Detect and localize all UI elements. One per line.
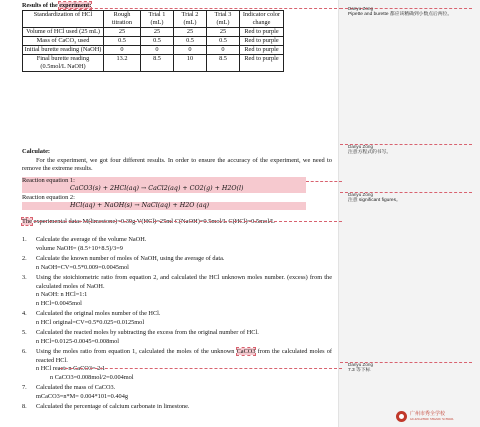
table-cell: Red to purple [240,37,284,46]
table-row [23,46,284,55]
comment-connector [34,221,342,222]
comment-3[interactable] [348,192,472,204]
school-logo [396,411,454,422]
list-item: 2. Calculate the known number of moles of NaOH, using the average of data. n NaOH=CV=0.5*0.009=0.0045mol [22,255,225,271]
table-cell: 0 [174,46,207,55]
results-title: Results of the experiment: [22,2,92,9]
comment-1[interactable] [348,6,472,18]
list-item: 1. Calculate the average of the volume NaOH. volume NaOH= (8.5+10+8.5)/3=9 [22,236,147,252]
list-item: 8. Calculated the percentage of calcium carbonate in limestone. [22,403,190,410]
table-cell: 0.5 [141,37,174,46]
table-cell: 0 [207,46,240,55]
comment-author: Danyu Zong [348,362,374,367]
table-cell: 25 [141,28,174,37]
comment-4[interactable] [348,362,472,374]
table-cell: Red to purple [240,55,284,72]
highlighted-word-caco3[interactable]: CaCO3 [236,348,256,355]
list-item: 7. Calculated the mass of CaCO3. mCaCO3=n*M= 0.004*101=0.404g [22,384,128,400]
table-cell: 0.5 [174,37,207,46]
table-cell: 0.5 [207,37,240,46]
table-row [23,37,284,46]
intro-paragraph: For the experiment, we got four different results. In order to ensure the accuracy of the experiment, we need to remove the extreme results. [22,157,332,173]
comment-author: Danyu Zong [348,6,374,11]
school-name-en: GUANGZHOU SHAXIU SCHOOL [410,417,454,422]
table-header-row [23,11,284,28]
school-emblem-icon [396,411,407,422]
school-name: 广州市秀全学校 [410,410,446,417]
table-cell: Initial burette reading (NaOH) [23,46,104,55]
comment-connector [60,8,342,9]
table-cell: Volume of HCl used (25 mL) [23,28,104,37]
highlighted-word-the[interactable]: The [22,218,32,225]
table-row [23,28,284,37]
table-cell: 0.5 [104,37,141,46]
table-cell: 25 [207,28,240,37]
comment-text: Pipette and burette 都应该精确到小数点后两位。 [348,12,453,17]
equation-1-label: Reaction equation 1: [22,177,75,184]
experimental-data: The experimental data: M(limestone)=0.39g V(HCl)=25ml C(NaOH)=0.5mol/L C(HCl)=0.5mol/L [22,218,275,225]
comment-2[interactable] [348,144,472,156]
comment-author: Danyu Zong [348,144,374,149]
table-header-cell: Indicator color change [240,11,284,28]
steps-list [22,236,332,414]
table-cell: 10 [174,55,207,72]
table-cell: 25 [104,28,141,37]
table-cell: 0 [104,46,141,55]
comment-author: Danyu Zong [348,192,374,197]
list-item: 4. Calculated the original moles number of the HCl. n HCl original=CV=0.5*0.025=0.0125mol [22,310,161,326]
comment-text: 7.3 等下标 [348,368,371,373]
results-table [22,10,284,72]
list-item: 3. Using the stoichiometric ratio from equation 2, and calculated the HCl unknown moles number. (excess) from the calculated moles of NaOH. n NaOH: n HCl=1:1 n HCl=0.0045mol [22,274,332,307]
table-cell: Red to purple [240,28,284,37]
highlighted-word-experiment[interactable]: experiment: [59,2,92,9]
comment-text: 注意 significant figures。 [348,198,401,203]
table-header-cell: Trial 1 (mL) [141,11,174,28]
equation-1[interactable]: CaCO3(s) + 2HCl(aq) → CaCl2(aq) + CO2(g) + H2O(l) [70,185,244,192]
table-header-cell: Standardization of HCl [23,11,104,28]
equation-2-label: Reaction equation 2: [22,194,75,201]
table-cell: 8.5 [207,55,240,72]
calculate-heading: Calculate: [22,148,51,155]
table-row [23,55,284,72]
table-header-cell: Trial 2 (mL) [174,11,207,28]
table-cell: Red to purple [240,46,284,55]
table-cell: Mass of CaCO₃ used [23,37,104,46]
comment-connector [60,368,342,369]
equation-2[interactable]: HCl(aq) + NaOH(s) → NaCl(aq) + H2O (aq) [70,202,210,209]
comment-text: 注意方程式的书写。 [348,150,392,155]
table-cell: 25 [174,28,207,37]
table-cell: 13.2 [104,55,141,72]
list-item: 6. Using the moles ratio from equation 1, calculated the moles of the unknown CaCO3 from the calculated moles of reacted HCl. n HCl react: n CaCO3= 2:1 n CaCO3=0.008mol/2=0.004mol [22,348,332,381]
comment-connector [306,181,342,182]
list-item: 5. Calculated the reacted moles by subtracting the excess from the original number of HCl. n HCl=0.0125-0.0045=0.008mol [22,329,259,345]
table-cell: 8.5 [141,55,174,72]
table-cell: 0 [141,46,174,55]
table-header-cell: Trial 3 (mL) [207,11,240,28]
table-header-cell: Rough titration [104,11,141,28]
table-cell: Final burette reading (0.5mol/L NaOH) [23,55,104,72]
